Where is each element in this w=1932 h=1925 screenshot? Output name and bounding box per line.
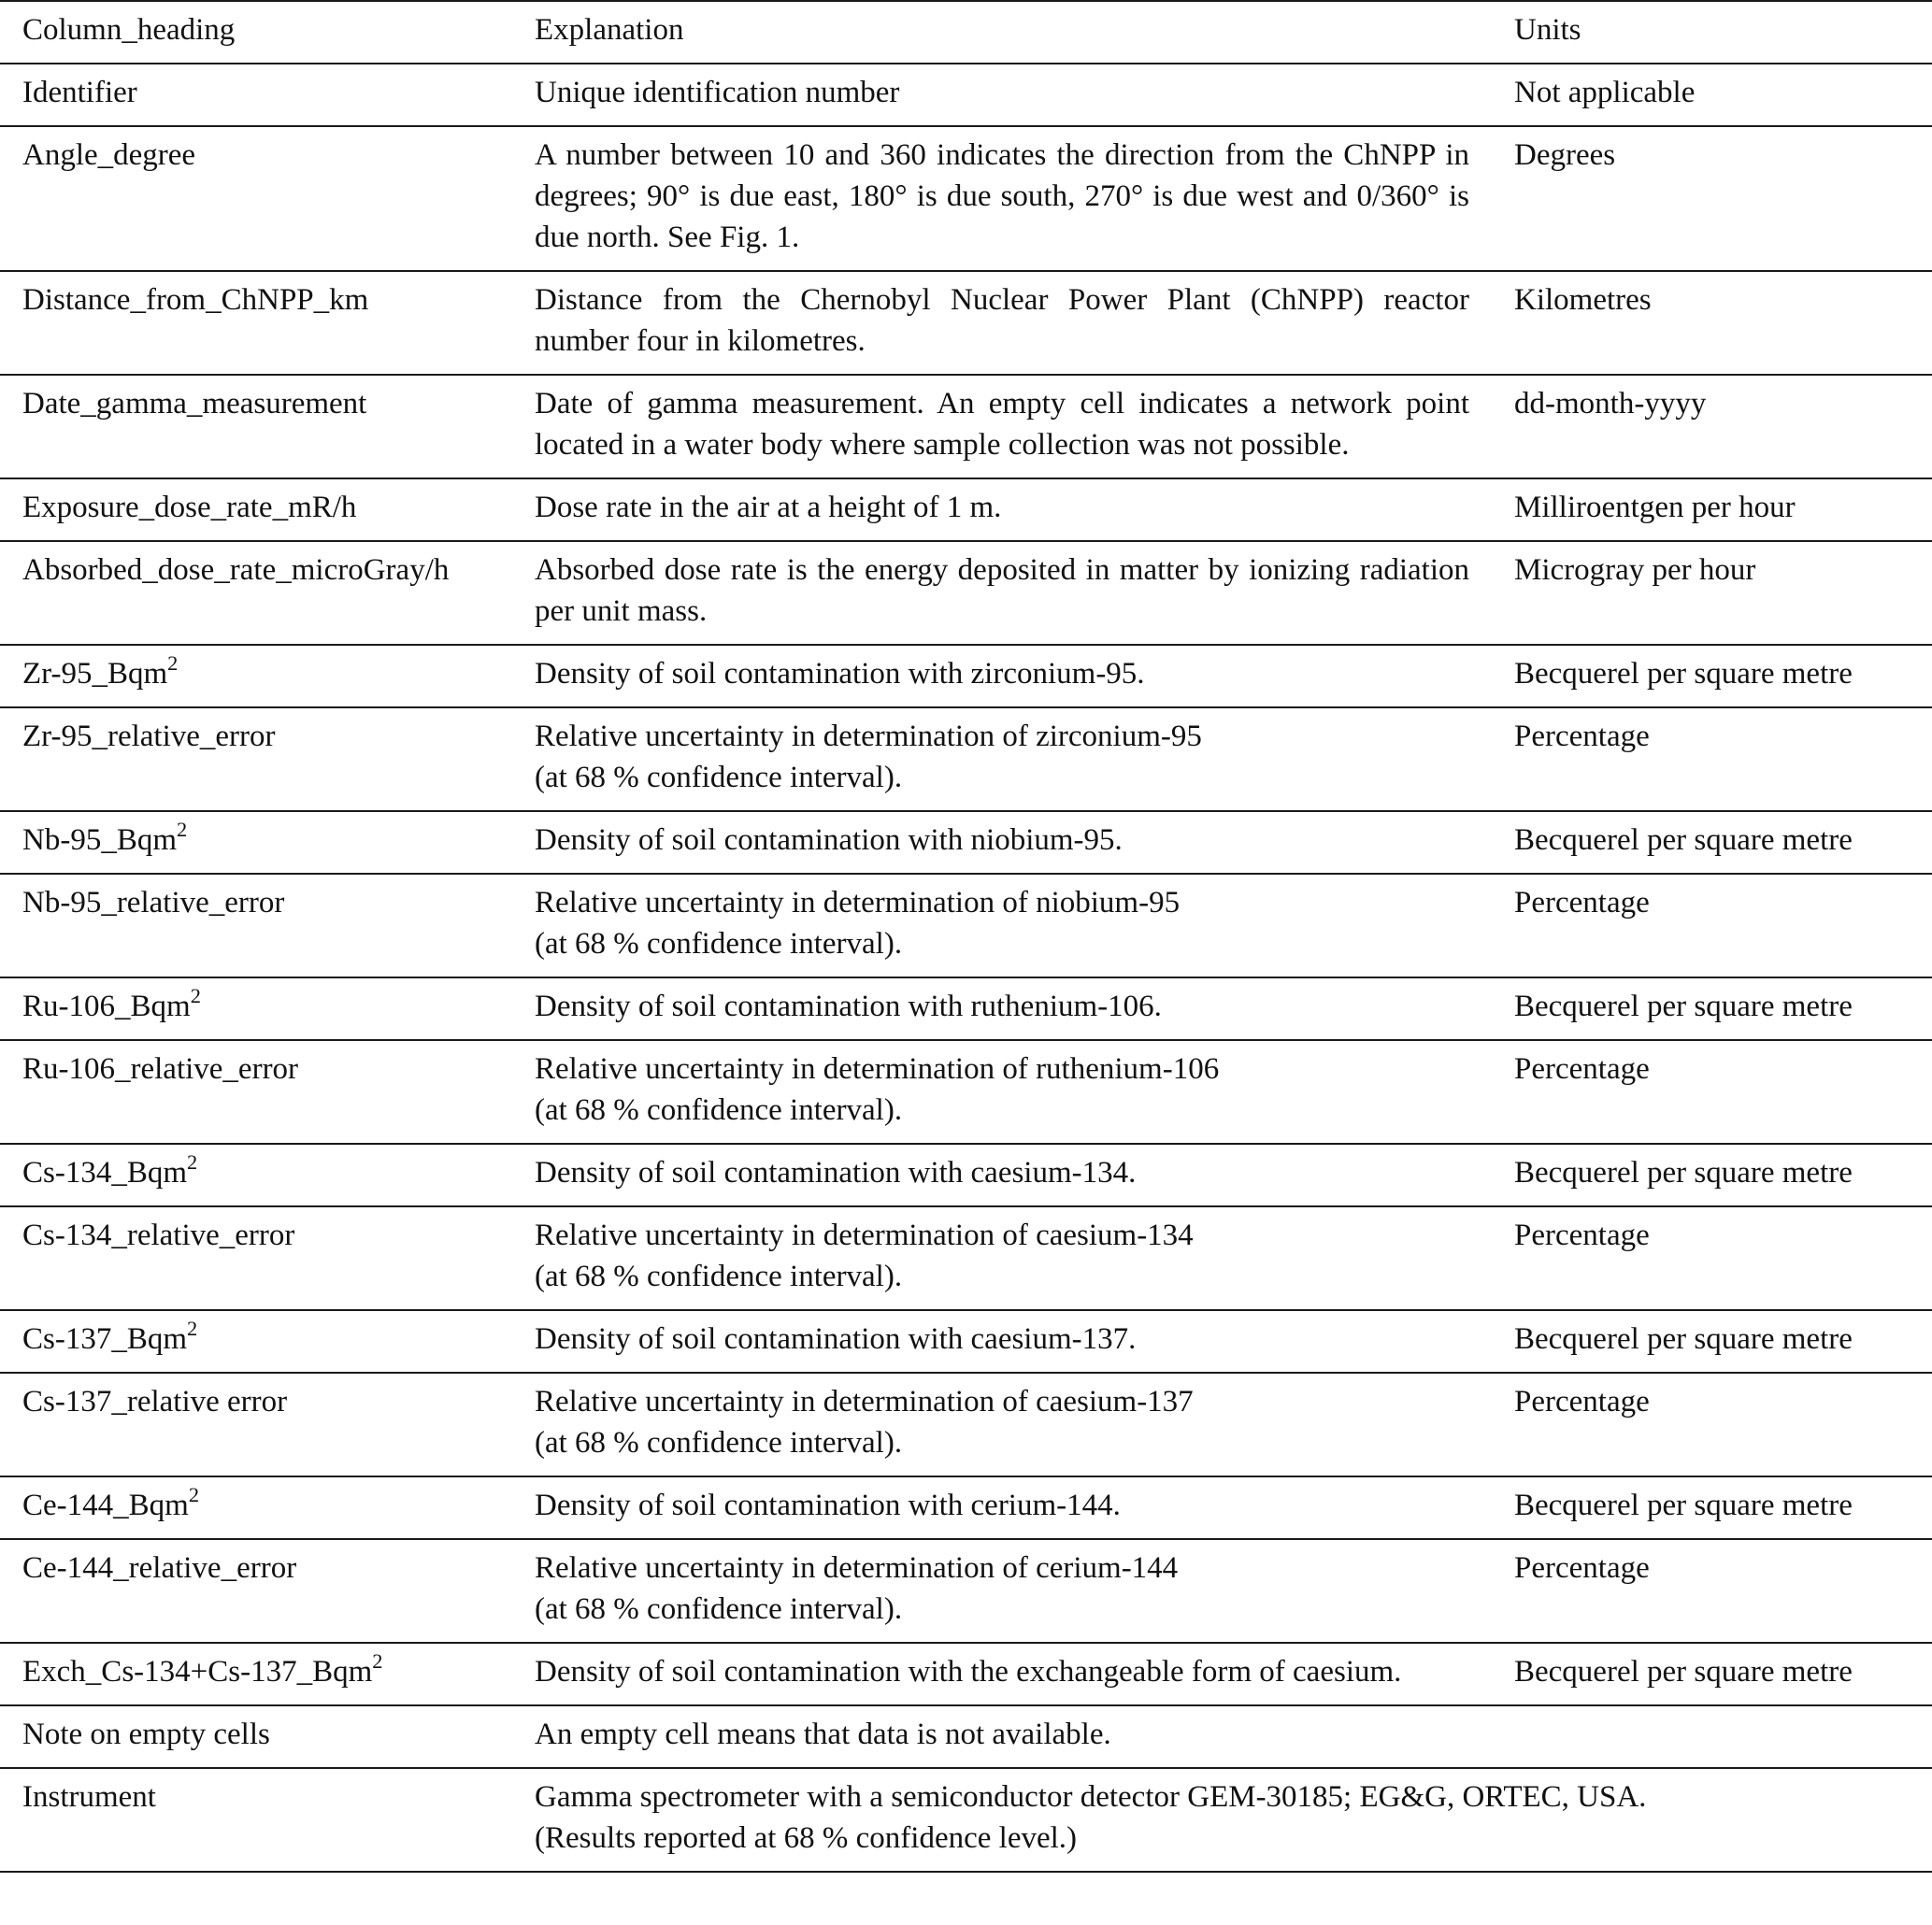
table-row (0, 977, 1932, 1040)
row-column-name (0, 1643, 512, 1705)
table-row (0, 478, 1932, 541)
table-row (0, 1768, 1932, 1872)
row-units: Becquerel per square metre (1492, 1643, 1932, 1705)
table-row (0, 1040, 1932, 1144)
table-row (0, 541, 1932, 645)
row-units: Becquerel per square metre (1492, 1476, 1932, 1539)
row-units: Percentage (1492, 1040, 1932, 1144)
row-explanation: Density of soil contamination with cerium-144. (512, 1476, 1492, 1539)
row-units: Percentage (1492, 1539, 1932, 1643)
row-units: Percentage (1492, 1206, 1932, 1310)
row-column-name: Cs-137_relative error (0, 1373, 512, 1476)
row-units: Not applicable (1492, 64, 1932, 126)
row-explanation: Absorbed dose rate is the energy deposited in matter by ionizing radiation per unit mass. (512, 541, 1492, 645)
row-column-name: Note on empty cells (0, 1705, 512, 1768)
explanation-line: Relative uncertainty in determination of cerium-144 (535, 1551, 1179, 1585)
row-units: Microgray per hour (1492, 541, 1932, 645)
table-row (0, 1539, 1932, 1643)
table-row (0, 874, 1932, 977)
row-explanation: Density of soil contamination with the exchangeable form of caesium. (512, 1643, 1492, 1705)
row-column-name: Ce-144_relative_error (0, 1539, 512, 1643)
row-units: Percentage (1492, 874, 1932, 977)
row-column-name (0, 645, 512, 707)
superscript: 2 (188, 1483, 200, 1507)
row-explanation (512, 1040, 1492, 1144)
superscript: 2 (187, 1150, 198, 1175)
column-name-text: Ce-144_Bqm (22, 1489, 189, 1522)
row-explanation: Distance from the Chernobyl Nuclear Power Plant (ChNPP) reactor number four in kilometres. (512, 271, 1492, 375)
superscript: 2 (190, 984, 201, 1008)
explanation-line: (at 68 % confidence interval). (535, 1093, 903, 1127)
row-column-name: Identifier (0, 64, 512, 126)
row-column-name: Cs-134_relative_error (0, 1206, 512, 1310)
explanation-line: (Results reported at 68 % confidence level.) (535, 1821, 1078, 1855)
superscript: 2 (177, 818, 188, 842)
row-explanation: Unique identification number (512, 64, 1492, 126)
table-row (0, 1476, 1932, 1539)
row-column-name: Instrument (0, 1768, 512, 1872)
row-column-name (0, 811, 512, 874)
row-column-name: Ru-106_relative_error (0, 1040, 512, 1144)
row-explanation: Density of soil contamination with zirconium-95. (512, 645, 1492, 707)
row-column-name (0, 1310, 512, 1373)
row-explanation: Density of soil contamination with ruthenium-106. (512, 977, 1492, 1040)
row-column-name: Angle_degree (0, 126, 512, 271)
table-row (0, 271, 1932, 375)
row-units: dd-month-yyyy (1492, 375, 1932, 478)
explanation-line: Relative uncertainty in determination of caesium-134 (535, 1219, 1194, 1252)
table-row (0, 375, 1932, 478)
explanation-line: (at 68 % confidence interval). (535, 927, 903, 961)
row-units: Percentage (1492, 707, 1932, 811)
explanation-line: Relative uncertainty in determination of caesium-137 (535, 1385, 1194, 1419)
table-row (0, 126, 1932, 271)
row-units: Percentage (1492, 1373, 1932, 1476)
row-explanation (512, 874, 1492, 977)
row-explanation (512, 1206, 1492, 1310)
table-row (0, 707, 1932, 811)
column-name-text: Zr-95_Bqm (22, 657, 168, 691)
explanation-line: Relative uncertainty in determination of zirconium-95 (535, 720, 1202, 753)
explanation-line: Relative uncertainty in determination of ruthenium-106 (535, 1052, 1220, 1086)
explanation-line: Relative uncertainty in determination of niobium-95 (535, 886, 1181, 920)
superscript: 2 (372, 1649, 383, 1674)
row-column-name (0, 977, 512, 1040)
row-column-name (0, 1144, 512, 1206)
row-explanation: Density of soil contamination with caesium-137. (512, 1310, 1492, 1373)
table-row (0, 1206, 1932, 1310)
explanation-line: (at 68 % confidence interval). (535, 761, 903, 794)
explanation-line: (at 68 % confidence interval). (535, 1260, 903, 1293)
row-explanation: Density of soil contamination with niobium-95. (512, 811, 1492, 874)
column-name-text: Cs-137_Bqm (22, 1322, 188, 1356)
row-column-name: Distance_from_ChNPP_km (0, 271, 512, 375)
row-explanation: Density of soil contamination with caesium-134. (512, 1144, 1492, 1206)
row-explanation (512, 1539, 1492, 1643)
header-explanation: Explanation (512, 1, 1492, 64)
row-explanation (512, 1768, 1932, 1872)
row-column-name: Nb-95_relative_error (0, 874, 512, 977)
header-column-heading: Column_heading (0, 1, 512, 64)
column-name-text: Ru-106_Bqm (22, 990, 191, 1023)
row-column-name: Zr-95_relative_error (0, 707, 512, 811)
row-column-name: Absorbed_dose_rate_microGray/h (0, 541, 512, 645)
column-name-text: Cs-134_Bqm (22, 1156, 188, 1190)
table-row (0, 1373, 1932, 1476)
row-explanation (512, 1373, 1492, 1476)
superscript: 2 (187, 1317, 198, 1341)
row-explanation: A number between 10 and 360 indicates the direction from the ChNPP in degrees; 90° is due east, 180° is due south, 270° is due west and 0/360° is due north. See Fig. 1. (512, 126, 1492, 271)
table-row (0, 811, 1932, 874)
row-units (1492, 1705, 1932, 1768)
table-row (0, 1705, 1932, 1768)
row-explanation: Date of gamma measurement. An empty cell indicates a network point located in a water body where sample collection was not possible. (512, 375, 1492, 478)
superscript: 2 (167, 651, 179, 676)
row-units: Kilometres (1492, 271, 1932, 375)
explanation-line: (at 68 % confidence interval). (535, 1592, 903, 1626)
row-explanation: An empty cell means that data is not available. (512, 1705, 1492, 1768)
row-units: Becquerel per square metre (1492, 811, 1932, 874)
row-units: Becquerel per square metre (1492, 645, 1932, 707)
row-units: Becquerel per square metre (1492, 1310, 1932, 1373)
table-row (0, 64, 1932, 126)
table-row (0, 1310, 1932, 1373)
row-units: Degrees (1492, 126, 1932, 271)
explanation-line: Gamma spectrometer with a semiconductor detector GEM-30185; EG&G, ORTEC, USA. (535, 1780, 1647, 1814)
row-column-name: Exposure_dose_rate_mR/h (0, 478, 512, 541)
row-units: Becquerel per square metre (1492, 1144, 1932, 1206)
column-name-text: Nb-95_Bqm (22, 823, 177, 857)
row-explanation (512, 707, 1492, 811)
table-row (0, 1643, 1932, 1705)
column-name-text: Exch_Cs-134+Cs-137_Bqm (22, 1655, 373, 1689)
row-explanation: Dose rate in the air at a height of 1 m. (512, 478, 1492, 541)
row-column-name: Date_gamma_measurement (0, 375, 512, 478)
row-units: Milliroentgen per hour (1492, 478, 1932, 541)
table-row (0, 645, 1932, 707)
table-header-row (0, 1, 1932, 64)
header-units: Units (1492, 1, 1932, 64)
row-column-name (0, 1476, 512, 1539)
row-units: Becquerel per square metre (1492, 977, 1932, 1040)
explanation-line: (at 68 % confidence interval). (535, 1426, 903, 1460)
table-row (0, 1144, 1932, 1206)
